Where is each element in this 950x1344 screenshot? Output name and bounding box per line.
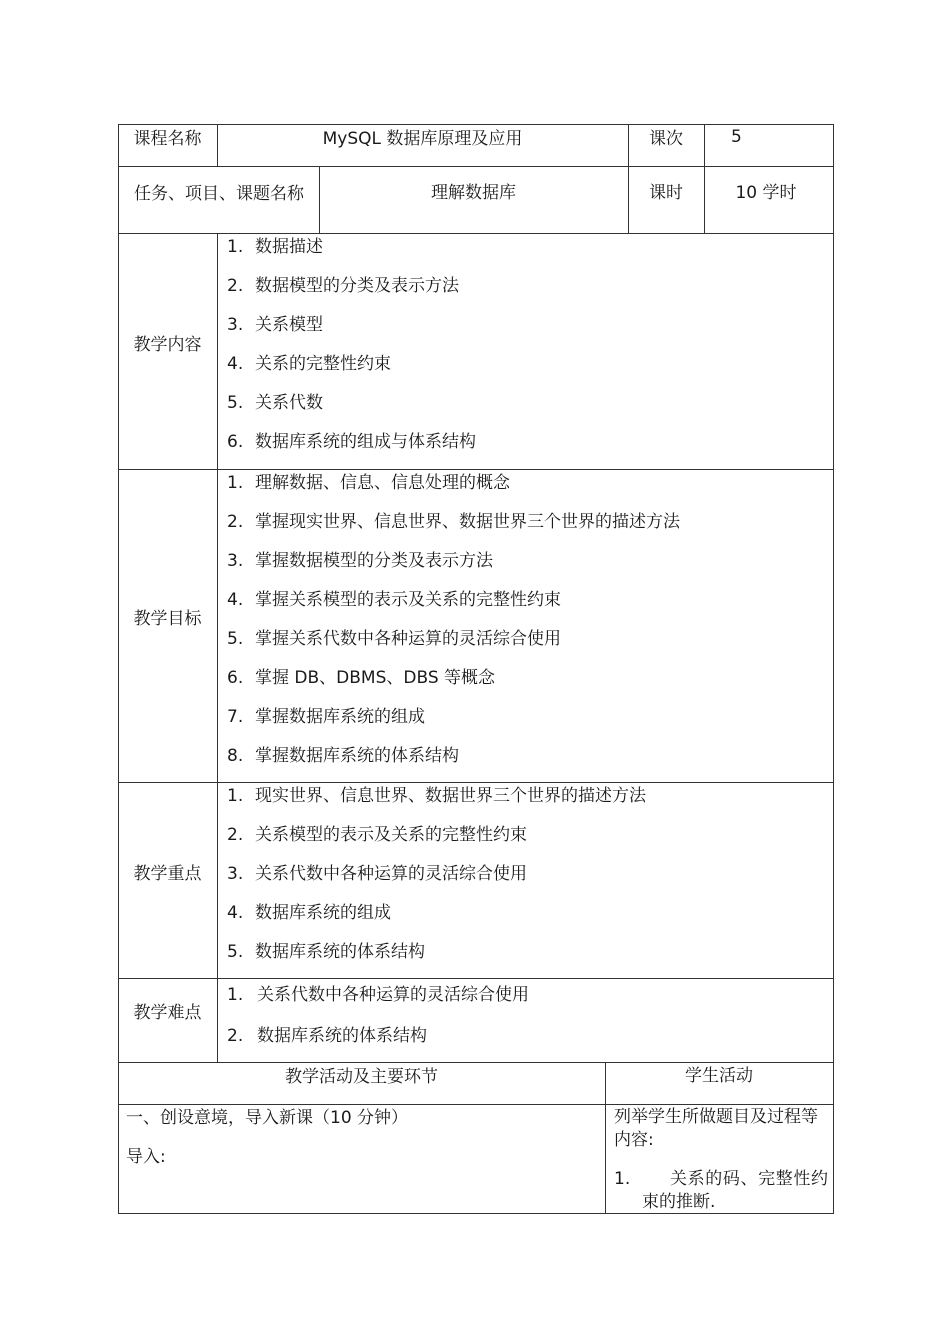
list-item-text: 数据库系统的组成与体系结构 — [255, 432, 476, 452]
list-item-text: 掌握数据库系统的组成 — [255, 707, 425, 727]
list-item — [227, 430, 833, 469]
content-label: 教学内容 — [133, 334, 202, 355]
hours-value: 10 学时 — [735, 183, 797, 203]
list-item — [227, 901, 833, 940]
list-item-text: 数据库系统的组成 — [255, 903, 391, 923]
intro-label: 导入: — [126, 1147, 166, 1167]
list-item-number: 5. — [227, 629, 244, 649]
list-item-text: 掌握关系代数中各种运算的灵活综合使用 — [255, 629, 561, 649]
list-item-text: 掌握数据库系统的体系结构 — [255, 746, 459, 766]
list-item — [227, 666, 833, 705]
list-item — [227, 627, 833, 666]
list-item — [227, 391, 833, 430]
list-item-text: 掌握关系模型的表示及关系的完整性约束 — [255, 590, 561, 610]
list-item-text: 掌握现实世界、信息世界、数据世界三个世界的描述方法 — [255, 512, 680, 532]
list-item-number: 4. — [227, 903, 244, 923]
list-item-number: 3. — [227, 864, 244, 884]
list-item-number: 2. — [227, 512, 244, 532]
section-heading: 一、创设意境，导入新课（10 分钟） — [126, 1108, 409, 1128]
list-item — [227, 823, 833, 862]
list-item-number: 5. — [227, 942, 244, 962]
list-item — [227, 313, 833, 352]
list-item — [227, 784, 833, 823]
list-item — [227, 744, 833, 783]
student-activity-text: 列举学生所做题目及过程等内容: — [614, 1107, 818, 1150]
list-item-number: 5. — [227, 393, 244, 413]
list-item-text: 掌握数据模型的分类及表示方法 — [255, 551, 493, 571]
key-points-list — [217, 782, 833, 979]
goals-label: 教学目标 — [133, 608, 202, 629]
task-value: 理解数据库 — [431, 183, 516, 203]
list-item-text: 关系代数中各种运算的灵活综合使用 — [257, 985, 529, 1005]
list-item — [227, 274, 833, 313]
hours-label: 课时 — [649, 183, 683, 203]
session-value: 5 — [731, 127, 742, 147]
list-item-number: 1. — [227, 786, 244, 806]
list-item-number: 8. — [227, 746, 244, 766]
student-activities-header: 学生活动 — [685, 1065, 753, 1086]
difficulties-label: 教学难点 — [133, 1002, 202, 1023]
student-activity-item — [614, 1168, 828, 1214]
list-item — [227, 549, 833, 588]
difficulties-list — [217, 981, 833, 1065]
list-item-text: 现实世界、信息世界、数据世界三个世界的描述方法 — [255, 786, 646, 806]
list-item-text: 关系模型 — [255, 315, 323, 335]
list-item-number: 3. — [227, 315, 244, 335]
list-item-text: 关系代数 — [255, 393, 323, 413]
list-item-text: 数据模型的分类及表示方法 — [255, 276, 459, 296]
list-item-number: 2. — [227, 276, 244, 296]
list-item-number: 4. — [227, 354, 244, 374]
list-item — [227, 862, 833, 901]
list-item-number: 7. — [227, 707, 244, 727]
content-list — [217, 233, 833, 469]
list-item-text: 数据库系统的体系结构 — [255, 942, 425, 962]
list-item-number: 1. — [227, 473, 244, 493]
list-item-number: 6. — [227, 432, 244, 452]
task-label: 任务、项目、课题名称 — [134, 183, 304, 204]
list-item — [227, 1024, 833, 1065]
list-item — [227, 940, 833, 979]
list-item-number: 1. — [227, 237, 244, 257]
list-item-number: 2. — [227, 825, 244, 845]
list-item-text: 数据描述 — [255, 237, 323, 257]
course-name-value: MySQL 数据库原理及应用 — [322, 128, 523, 149]
table-border — [833, 124, 834, 1214]
course-name-label: 课程名称 — [133, 128, 202, 149]
list-item — [227, 705, 833, 744]
list-item-number: 1. — [614, 1169, 631, 1189]
list-item-text: 理解数据、信息、信息处理的概念 — [255, 473, 510, 493]
list-item-number: 1. — [227, 985, 244, 1005]
list-item-number: 2. — [227, 1026, 244, 1046]
list-item-text: 关系模型的表示及关系的完整性约束 — [255, 825, 527, 845]
list-item-number: 4. — [227, 590, 244, 610]
session-label: 课次 — [649, 128, 683, 149]
table-border — [118, 1104, 834, 1105]
list-item — [227, 352, 833, 391]
list-item-text: 数据库系统的体系结构 — [257, 1026, 427, 1046]
activities-header: 教学活动及主要环节 — [285, 1066, 438, 1087]
list-item — [227, 588, 833, 627]
list-item — [227, 471, 833, 510]
list-item — [227, 235, 833, 274]
list-item — [227, 510, 833, 549]
list-item — [227, 983, 833, 1024]
list-item-number: 3. — [227, 551, 244, 571]
list-item-number: 6. — [227, 668, 244, 688]
list-item-text: 关系的码、完整性约束的推断. — [642, 1169, 828, 1212]
key-points-label: 教学重点 — [133, 863, 202, 884]
list-item-text: 关系的完整性约束 — [255, 354, 391, 374]
list-item-text: 关系代数中各种运算的灵活综合使用 — [255, 864, 527, 884]
goals-list — [217, 469, 833, 783]
list-item-text: 掌握 DB、DBMS、DBS 等概念 — [255, 668, 496, 688]
